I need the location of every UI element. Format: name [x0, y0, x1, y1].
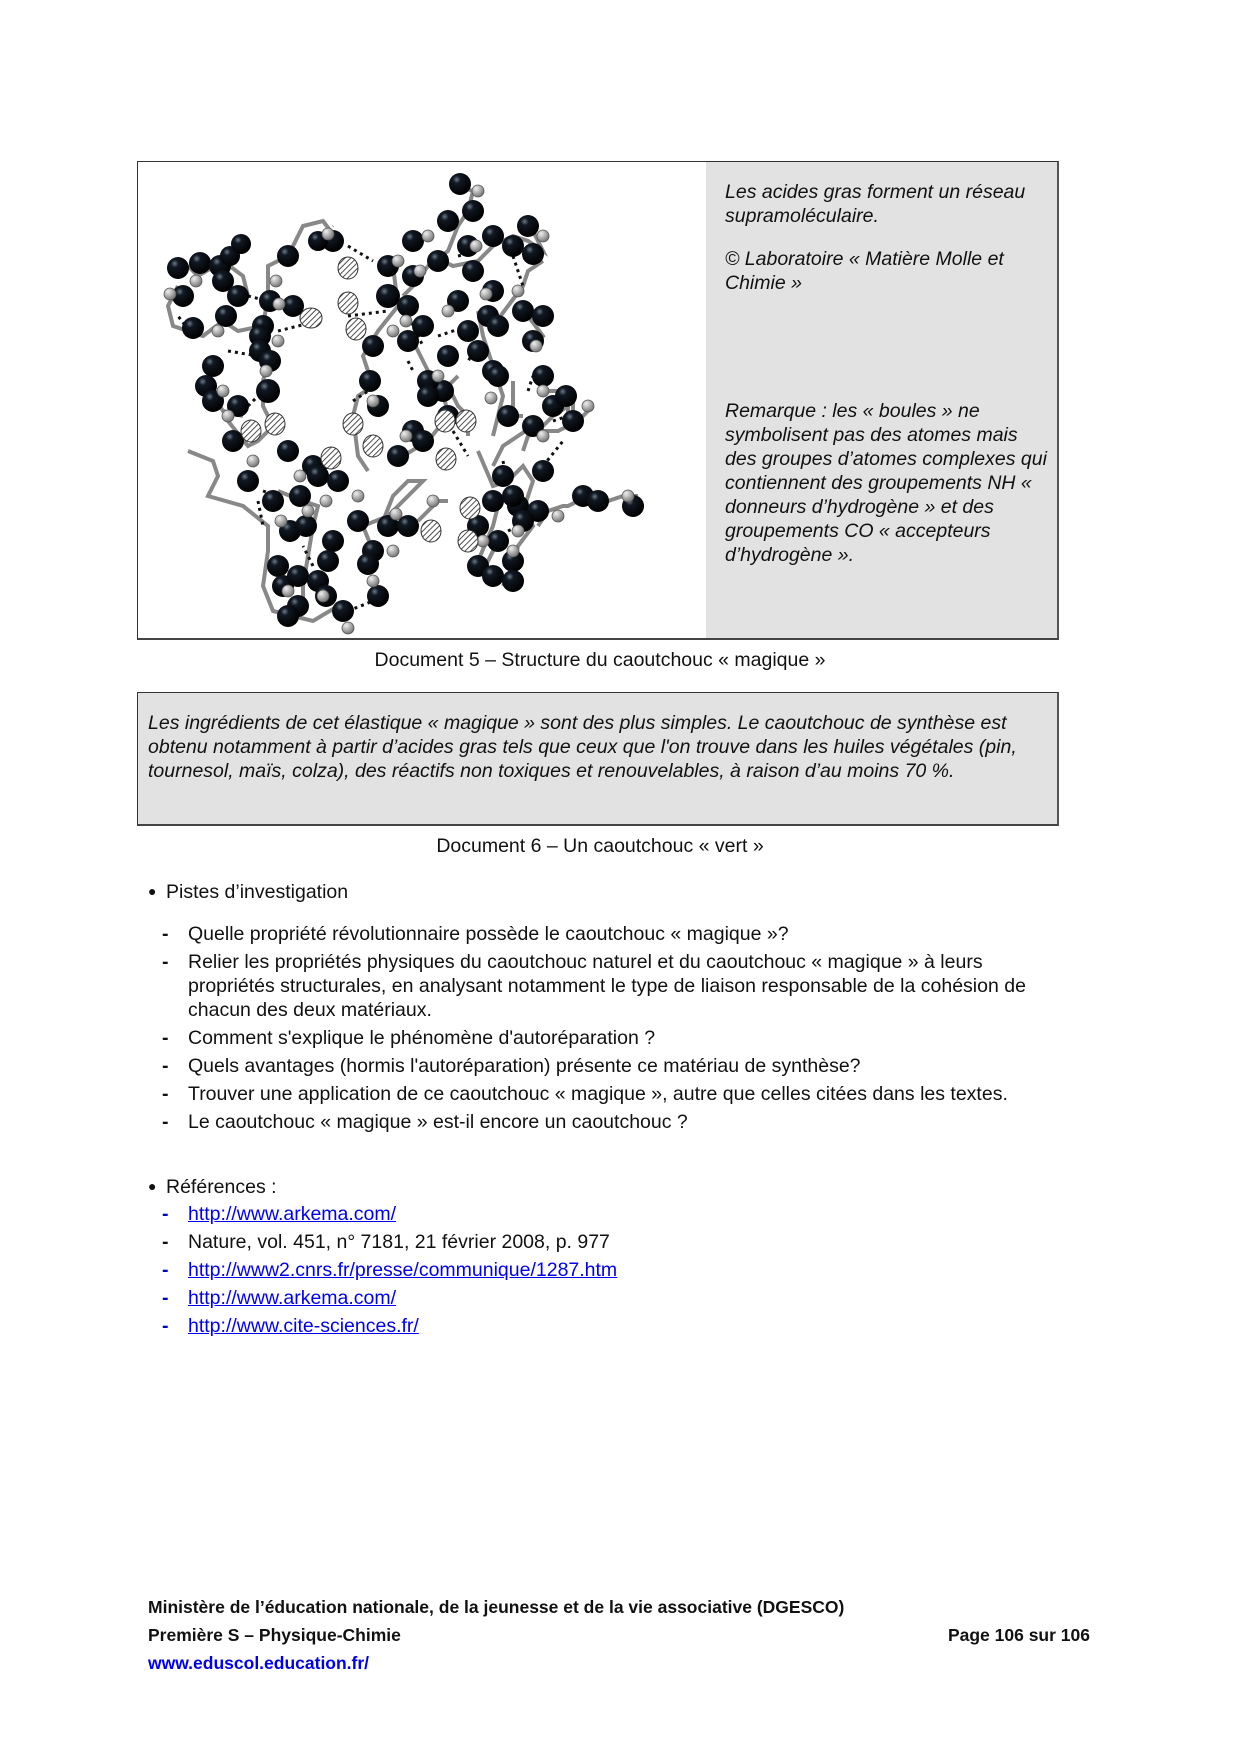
dash-icon: - [162, 923, 169, 945]
document-5-box [137, 161, 1059, 640]
investigation-list [162, 922, 1062, 1138]
figure-remark: Remarque : les « boules » ne symbolisent pas des atomes mais des groupes d’atomes complexes qui contiennent des groupements NH « donneurs d’hydrogène » et des groupements CO « accepteurs d’hydrogène ». [725, 400, 1047, 566]
reference-item [162, 1286, 1062, 1310]
reference-link-cite-sciences[interactable]: http://www.cite-sciences.fr/ [188, 1315, 419, 1337]
dash-icon: - [162, 951, 169, 973]
document-5-caption: Document 5 – Structure du caoutchouc « magique » [374, 649, 826, 671]
references-heading-text: Références : [166, 1176, 277, 1198]
dash-icon: - [162, 1111, 169, 1133]
bullet-icon: ● [148, 883, 157, 899]
molecular-network-figure [138, 162, 706, 638]
reference-item [162, 1314, 1062, 1338]
figure-description-panel [706, 162, 1057, 638]
investigation-item [162, 922, 1062, 946]
investigation-item-text: Quels avantages (hormis l'autoréparation) présente ce matériau de synthèse? [188, 1055, 861, 1077]
reference-link-cnrs[interactable]: http://www2.cnrs.fr/presse/communique/1287.htm [188, 1259, 618, 1281]
document-6-text: Les ingrédients de cet élastique « magique » sont des plus simples. Le caoutchouc de synthèse est obtenu notamment à partir d’acides gras tels que ceux que l'on trouve dans les huiles végétales (pin, tournesol, maïs, colza), des réactifs non toxiques et renouvelables, à raison d’au moins 70 %. [148, 712, 1017, 782]
document-6-box [137, 692, 1059, 826]
references-heading [148, 1176, 277, 1199]
dash-icon: - [162, 1027, 169, 1049]
footer-course: Première S – Physique-Chimie [148, 1625, 401, 1645]
investigation-item-text: Le caoutchouc « magique » est-il encore un caoutchouc ? [188, 1111, 688, 1133]
investigation-item [162, 1082, 1062, 1106]
references-list [162, 1202, 1062, 1342]
dash-icon: - [162, 1231, 169, 1253]
reference-item [162, 1230, 1062, 1254]
reference-nature: Nature, vol. 451, n° 7181, 21 février 2008, p. 977 [188, 1231, 610, 1253]
dash-icon: - [162, 1083, 169, 1105]
reference-link-arkema[interactable]: http://www.arkema.com/ [188, 1203, 397, 1225]
investigation-item-text: Relier les propriétés physiques du caoutchouc naturel et du caoutchouc « magique » à leurs propriétés structurales, en analysant notamment le type de liaison responsable de la cohésion de chacun des deux matériaux. [188, 951, 1026, 1021]
investigation-item-text: Quelle propriété révolutionnaire possède le caoutchouc « magique »? [188, 923, 789, 945]
investigation-item-text: Trouver une application de ce caoutchouc « magique », autre que celles citées dans les textes. [188, 1083, 1008, 1105]
supramolecular-network-illustration [148, 166, 696, 636]
reference-item [162, 1202, 1062, 1226]
bullet-icon: ● [148, 1178, 157, 1194]
dash-icon: - [162, 1315, 169, 1337]
document-6-caption: Document 6 – Un caoutchouc « vert » [436, 835, 764, 857]
investigation-heading [148, 881, 348, 904]
investigation-item [162, 1110, 1062, 1134]
figure-copyright: © Laboratoire « Matière Molle et Chimie » [725, 248, 1004, 294]
reference-link-arkema-2[interactable]: http://www.arkema.com/ [188, 1287, 397, 1309]
investigation-item [162, 1026, 1062, 1050]
footer-page-number: Page 106 sur 106 [947, 1625, 1090, 1645]
investigation-heading-text: Pistes d’investigation [166, 881, 349, 903]
footer-website-link[interactable]: www.eduscol.education.fr/ [148, 1653, 370, 1673]
figure-description: Les acides gras forment un réseau supramoléculaire. [725, 181, 1026, 227]
investigation-item [162, 1054, 1062, 1078]
dash-icon: - [162, 1259, 169, 1281]
investigation-item-text: Comment s'explique le phénomène d'autoréparation ? [188, 1027, 656, 1049]
dash-icon: - [162, 1287, 169, 1309]
dash-icon: - [162, 1055, 169, 1077]
dash-icon: - [162, 1203, 169, 1225]
footer-ministry: Ministère de l’éducation nationale, de la jeunesse et de la vie associative (DGESCO) [148, 1597, 845, 1617]
investigation-item [162, 950, 1062, 1022]
reference-item [162, 1258, 1062, 1282]
